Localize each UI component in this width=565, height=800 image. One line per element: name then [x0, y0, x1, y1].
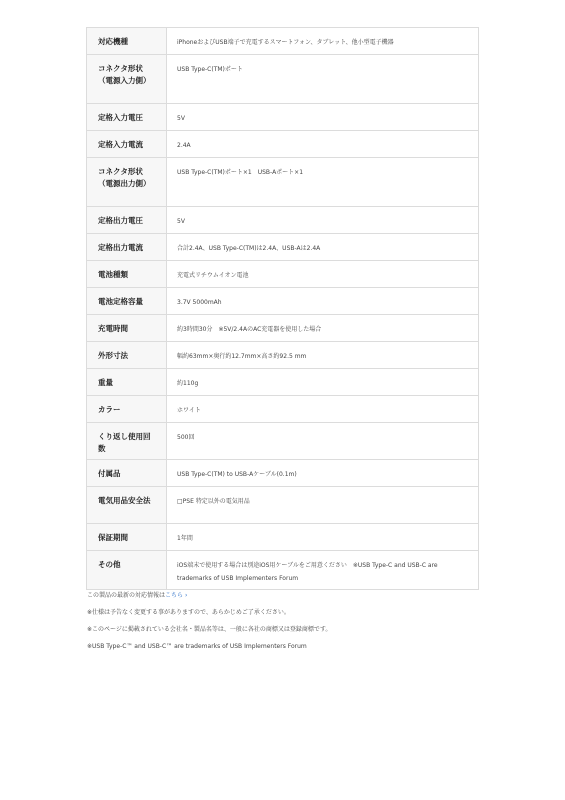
spec-row	[87, 55, 479, 104]
spec-value: USB Type-C(TM)ポート×1 USB-Aポート×1	[167, 158, 479, 207]
compat-note-text: この製品の最新の対応情報は	[87, 592, 166, 599]
spec-label: 電池定格容量	[87, 288, 167, 315]
trademark-note: ※このページに掲載されている会社名・製品名等は、一般に各社の商標又は登録商標です。	[87, 626, 332, 633]
spec-label: その他	[87, 551, 167, 590]
spec-change-note: ※仕様は予告なく変更する事がありますので、あらかじめご了承ください。	[87, 609, 290, 616]
spec-value: 約3時間30分 ※5V/2.4AのAC充電器を使用した場合	[167, 315, 479, 342]
spec-row	[87, 261, 479, 288]
spec-row	[87, 104, 479, 131]
spec-label: 電気用品安全法	[87, 487, 167, 524]
usb-trademark-note: ※USB Type-C™ and USB-C™ are trademarks of USB Implementers Forum	[87, 643, 307, 650]
spec-label: コネクタ形状（電源出力側）	[87, 158, 167, 207]
chevron-right-icon: ›	[185, 592, 188, 599]
spec-value: 5V	[167, 104, 479, 131]
spec-row	[87, 423, 479, 460]
footnotes	[87, 592, 487, 660]
spec-value: iPhoneおよびUSB端子で充電するスマートフォン、タブレット、他小型電子機器	[167, 28, 479, 55]
spec-value: USB Type-C(TM) to USB-Aケーブル(0.1m)	[167, 460, 479, 487]
compat-note	[87, 592, 487, 600]
spec-value: iOS端末で使用する場合は別途iOS用ケーブルをご用意ください ※USB Type-C and USB-C are trademarks of USB Implementers Forum	[167, 551, 479, 590]
spec-value: □PSE 特定以外の電気用品	[167, 487, 479, 524]
spec-row	[87, 396, 479, 423]
spec-label: 対応機種	[87, 28, 167, 55]
spec-row	[87, 487, 479, 524]
spec-row	[87, 524, 479, 551]
spec-row	[87, 460, 479, 487]
spec-value: 幅約63mm×奥行約12.7mm×高さ約92.5 mm	[167, 342, 479, 369]
spec-row	[87, 28, 479, 55]
spec-value: 5V	[167, 207, 479, 234]
spec-table	[86, 27, 479, 590]
spec-value: 2.4A	[167, 131, 479, 158]
spec-row	[87, 158, 479, 207]
spec-label: 付属品	[87, 460, 167, 487]
spec-label: 電池種類	[87, 261, 167, 288]
spec-row	[87, 551, 479, 590]
spec-value: 充電式リチウムイオン電池	[167, 261, 479, 288]
spec-label: 定格入力電流	[87, 131, 167, 158]
spec-value: 500回	[167, 423, 479, 460]
spec-row	[87, 315, 479, 342]
spec-label: コネクタ形状（電源入力側）	[87, 55, 167, 104]
spec-label: 定格出力電圧	[87, 207, 167, 234]
spec-row	[87, 131, 479, 158]
spec-value: 約110g	[167, 369, 479, 396]
spec-value: ホワイト	[167, 396, 479, 423]
spec-value: 合計2.4A、USB Type-C(TM)は2.4A、USB-Aは2.4A	[167, 234, 479, 261]
spec-label: 保証期間	[87, 524, 167, 551]
spec-row	[87, 288, 479, 315]
spec-label: 充電時間	[87, 315, 167, 342]
spec-label: 定格出力電流	[87, 234, 167, 261]
spec-value: USB Type-C(TM)ポート	[167, 55, 479, 104]
spec-label: カラー	[87, 396, 167, 423]
spec-row	[87, 207, 479, 234]
spec-value: 1年間	[167, 524, 479, 551]
spec-row	[87, 234, 479, 261]
spec-row	[87, 342, 479, 369]
spec-label: 定格入力電圧	[87, 104, 167, 131]
spec-label: 重量	[87, 369, 167, 396]
compat-link[interactable]: こちら	[165, 592, 184, 599]
spec-label: くり返し使用回数	[87, 423, 167, 460]
spec-row	[87, 369, 479, 396]
spec-value: 3.7V 5000mAh	[167, 288, 479, 315]
spec-label: 外形寸法	[87, 342, 167, 369]
